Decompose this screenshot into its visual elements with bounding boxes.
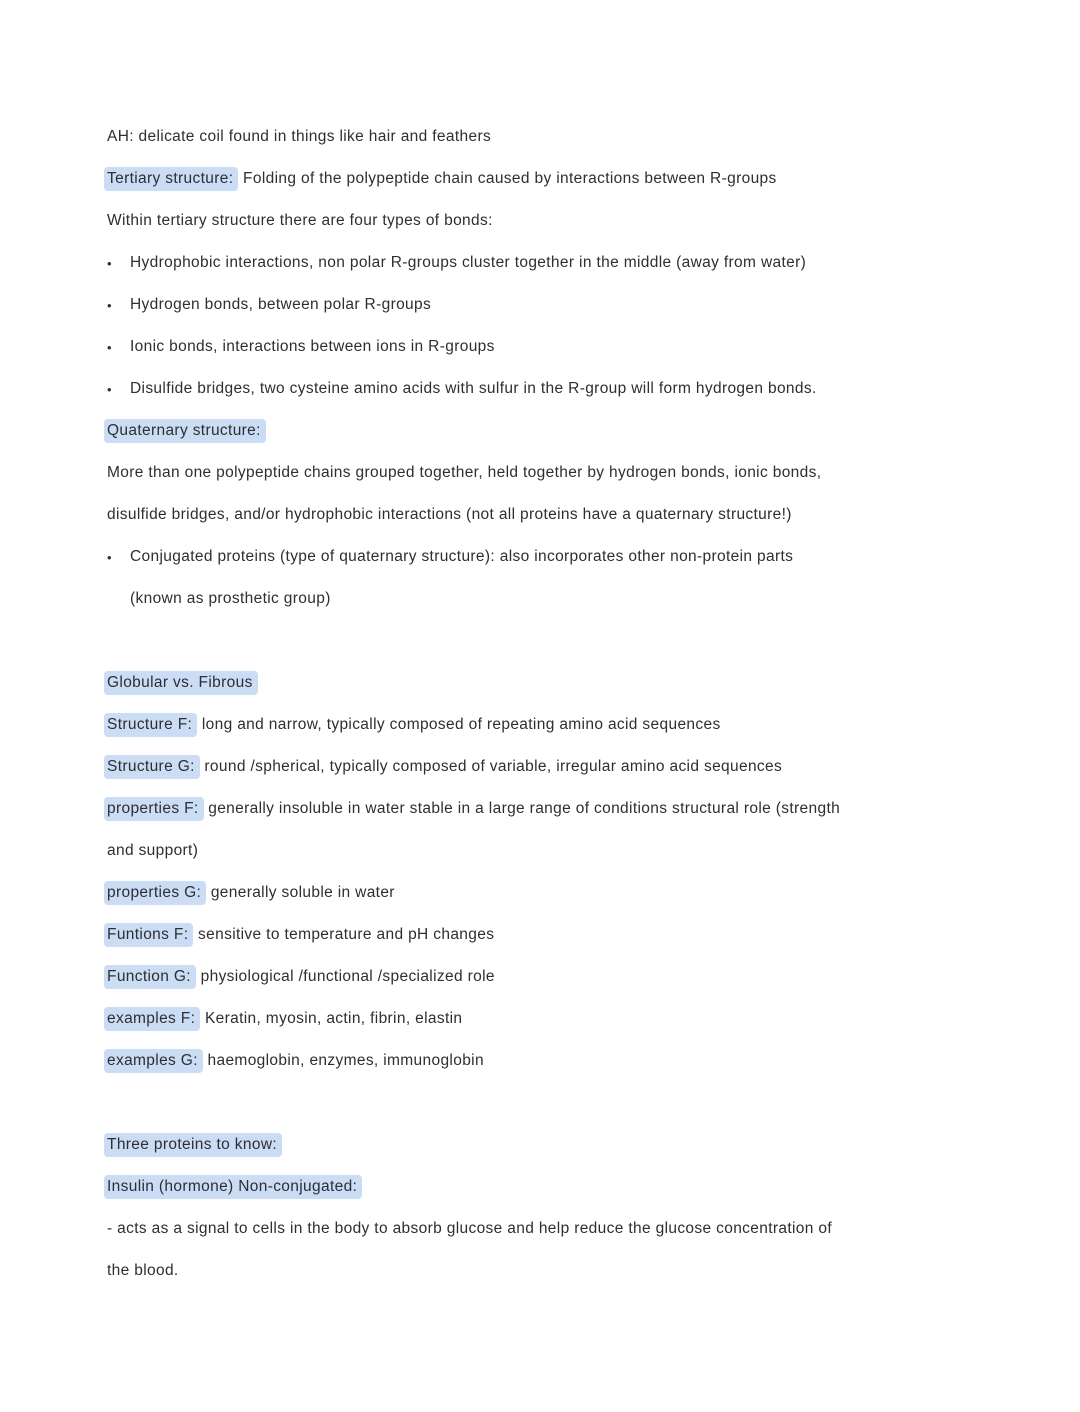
highlighted-text: Globular vs. Fibrous: [104, 671, 258, 695]
text-line: [107, 116, 985, 158]
text-segment: Conjugated proteins (type of quaternary structure): also incorporates other non-protein parts: [130, 548, 794, 566]
text-line: [107, 1166, 985, 1208]
bullet-icon: •: [107, 549, 112, 565]
text-segment: Folding of the polypeptide chain caused by interactions between R-groups: [238, 170, 777, 188]
highlighted-text: examples F:: [104, 1007, 200, 1031]
bullet-item: [107, 242, 985, 284]
highlighted-text: properties F:: [104, 797, 204, 821]
text-segment: round /spherical, typically composed of variable, irregular amino acid sequences: [199, 758, 783, 776]
text-line: [107, 872, 985, 914]
text-segment: Disulfide bridges, two cysteine amino acids with sulfur in the R-group will form hydrogen bonds.: [130, 380, 817, 398]
highlighted-text: Structure F:: [104, 713, 197, 737]
text-line: [107, 746, 985, 788]
highlighted-text: Insulin (hormone) Non-conjugated:: [104, 1175, 362, 1199]
bullet-icon: •: [107, 297, 112, 313]
text-line: [107, 914, 985, 956]
text-line: [107, 494, 985, 536]
highlighted-text: Quaternary structure:: [104, 419, 266, 443]
text-segment: generally insoluble in water stable in a large range of conditions structural role (strength: [203, 800, 841, 818]
text-segment: the blood.: [107, 1262, 179, 1280]
text-line: [107, 1040, 985, 1082]
highlighted-text: Function G:: [104, 965, 196, 989]
bullet-icon: •: [107, 381, 112, 397]
blank-line: [107, 1082, 985, 1124]
blank-line: [107, 620, 985, 662]
text-segment: physiological /functional /specialized role: [195, 968, 495, 986]
text-line: [107, 830, 985, 872]
highlighted-text: examples G:: [104, 1049, 203, 1073]
bullet-item: [107, 326, 985, 368]
text-line: [107, 158, 985, 200]
text-line: [107, 410, 985, 452]
text-segment: long and narrow, typically composed of repeating amino acid sequences: [197, 716, 721, 734]
text-segment: generally soluble in water: [206, 884, 395, 902]
bullet-item: [107, 284, 985, 326]
highlighted-text: Tertiary structure:: [104, 167, 238, 191]
text-segment: Hydrogen bonds, between polar R-groups: [130, 296, 432, 314]
highlighted-text: Structure G:: [104, 755, 200, 779]
text-line: [107, 1250, 985, 1292]
text-line: [107, 704, 985, 746]
text-segment: (known as prosthetic group): [130, 590, 331, 608]
text-segment: disulfide bridges, and/or hydrophobic interactions (not all proteins have a quaternary structure!): [107, 506, 792, 524]
text-line: [107, 200, 985, 242]
text-line: [107, 788, 985, 830]
text-line: [107, 1208, 985, 1250]
highlighted-text: properties G:: [104, 881, 206, 905]
bullet-item: [107, 536, 985, 578]
text-segment: More than one polypeptide chains grouped together, held together by hydrogen bonds, ionic bonds,: [107, 464, 822, 482]
text-segment: - acts as a signal to cells in the body to absorb glucose and help reduce the glucose concentration of: [107, 1220, 833, 1238]
text-segment: sensitive to temperature and pH changes: [193, 926, 495, 944]
text-segment: AH: delicate coil found in things like hair and feathers: [107, 128, 492, 146]
text-segment: and support): [107, 842, 199, 860]
highlighted-text: Funtions F:: [104, 923, 193, 947]
bullet-icon: •: [107, 255, 112, 271]
highlighted-text: Three proteins to know:: [104, 1133, 282, 1157]
text-line: [107, 998, 985, 1040]
text-segment: Keratin, myosin, actin, fibrin, elastin: [200, 1010, 463, 1028]
text-segment: Ionic bonds, interactions between ions in R-groups: [130, 338, 495, 356]
text-segment: Hydrophobic interactions, non polar R-groups cluster together in the middle (away from water): [130, 254, 807, 272]
text-segment: haemoglobin, enzymes, immunoglobin: [202, 1052, 484, 1070]
text-line: [107, 662, 985, 704]
bullet-item-continuation: [107, 578, 985, 620]
text-line: [107, 956, 985, 998]
text-line: [107, 1124, 985, 1166]
bullet-item: [107, 368, 985, 410]
text-segment: Within tertiary structure there are four types of bonds:: [107, 212, 493, 230]
text-line: [107, 452, 985, 494]
bullet-icon: •: [107, 339, 112, 355]
